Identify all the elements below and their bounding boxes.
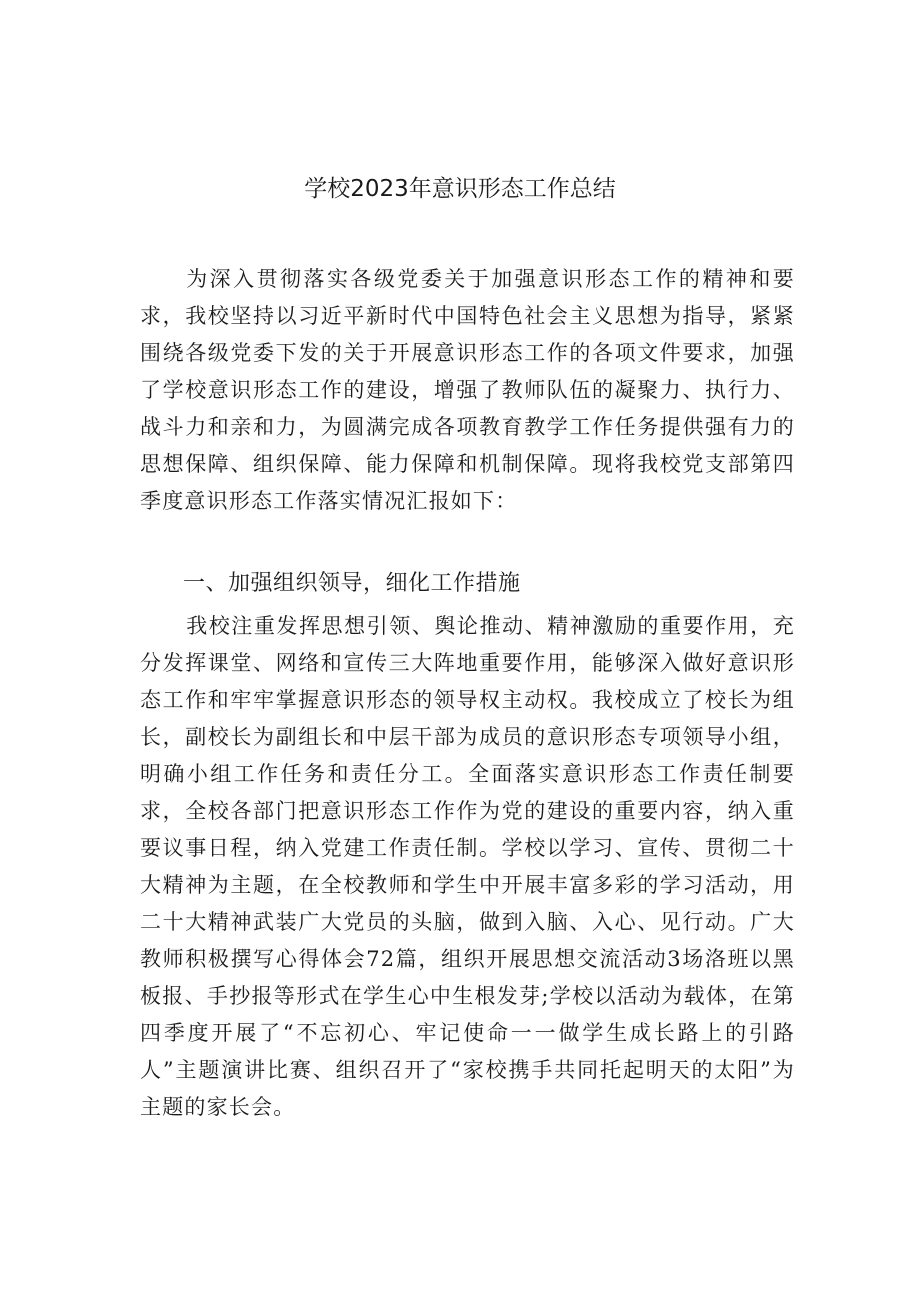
document-title: 学校2023年意识形态工作总结 [304, 176, 616, 202]
section-paragraph: 我校注重发挥思想引领、舆论推动、精神激励的重要作用，充分发挥课堂、网络和宣传三大阵地重要作用，能够深入做好意识形态工作和牢牢掌握意识形态的领导权主动权。我校成立了校长为组长，副校长为副组长和中层干部为成员的意识形态专项领导小组，明确小组工作任务和责任分工。全面落实意识形态工作责任制要求，全校各部门把意识形态工作作为党的建设的重要内容，纳入重要议事日程，纳入党建工作责任制。学校以学习、宣传、贯彻二十大精神为主题，在全校教师和学生中开展丰富多彩的学习活动，用二十大精神武装广大党员的头脑，做到入脑、入心、见行动。广大教师积极撰写心得体会72篇，组织开展思想交流活动3场洛班以黑板报、手抄报等形式在学生心中生根发芽;学校以活动为载体，在第四季度开展了“不忘初心、牢记使命一一做学生成长路上的引路人”主题演讲比赛、组织召开了“家校携手共同托起明天的太阳”为主题的家长会。 [140, 614, 795, 1119]
section-paragraph-block [140, 608, 795, 1126]
intro-paragraph-block [140, 261, 795, 520]
section-heading: 一、加强组织领导，细化工作措施 [183, 571, 521, 596]
intro-paragraph: 为深入贯彻落实各级党委关于加强意识形态工作的精神和要求，我校坚持以习近平新时代中国特色社会主义思想为指导，紧紧围绕各级党委下发的关于开展意识形态工作的各项文件要求，加强了学校意识形态工作的建设，增强了教师队伍的凝聚力、执行力、战斗力和亲和力，为圆满完成各项教育教学工作任务提供强有力的思想保障、组织保障、能力保障和机制保障。现将我校党支部第四季度意识形态工作落实情况汇报如下： [140, 267, 795, 513]
